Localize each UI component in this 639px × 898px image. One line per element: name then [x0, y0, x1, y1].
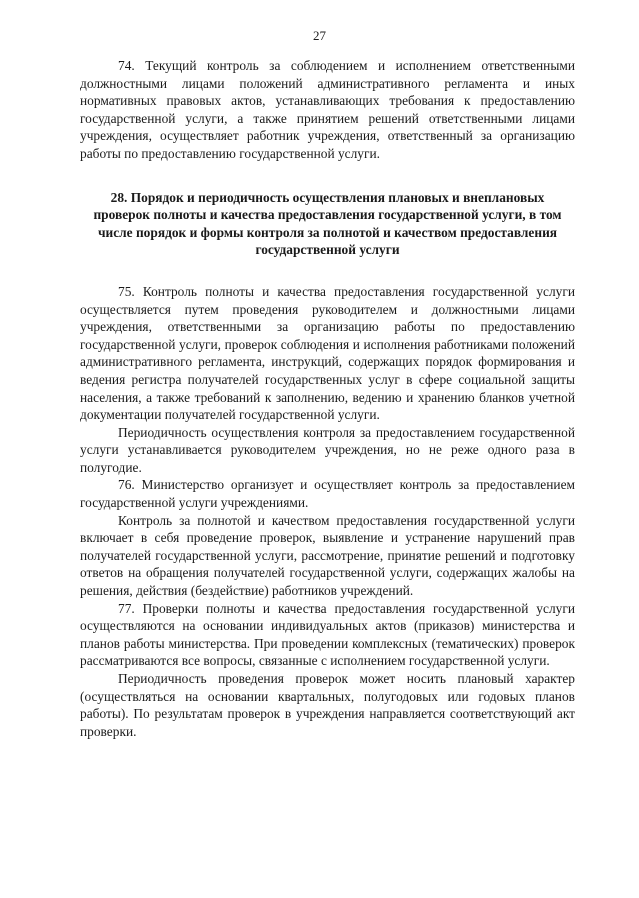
document-body: [80, 57, 575, 740]
paragraph-75: 75. Контроль полноты и качества предоставления государственной услуги осуществляется путем проведения руководителем и должностными лицами учреждения, ответственными за организацию работы по предоставлению государственной услуги, проверок соблюдения и исполнения работниками положений административного регламента, инструкций, содержащих порядок формирования и ведения регистра получателей государственных услуг в сфере социальной защиты населения, а также требований к заполнению, ведению и хранению бланков учетной документации получателей государственной услуги.: [80, 283, 575, 423]
section-heading-28: 28. Порядок и периодичность осуществления плановых и внеплановых проверок полноты и качества предоставления государственной услуги, в том числе порядок и формы контроля за полнотой и качеством предоставления государственной услуги: [93, 189, 562, 258]
paragraph-77-periodicity: Периодичность проведения проверок может носить плановый характер (осуществляться на основании квартальных, полугодовых или годовых планов работы). По результатам проверок в учреждения направляется соответствующий акт проверки.: [80, 671, 575, 739]
paragraph-77: 77. Проверки полноты и качества предоставления государственной услуги осуществляются на основании индивидуальных актов (приказов) министерства и планов работы министерства. При проведении комплексных (тематических) проверок рассматриваются все вопросы, связанные с исполнением государственной услуги.: [80, 600, 575, 669]
paragraph-74: 74. Текущий контроль за соблюдением и исполнением ответственными должностными лицами положений административного регламента и иных нормативных правовых актов, устанавливающих требования к предоставлению государственной услуги, а также принятием решений ответственными лицами учреждения, осуществляет работник учреждения, ответственный за организацию работы по предоставлению государственной услуги.: [80, 58, 575, 161]
paragraph-76-control-scope: Контроль за полнотой и качеством предоставления государственной услуги включает в себя проведение проверок, выявление и устранение нарушений прав получателей государственной услуги, рассмотрение, принятие решений и подготовку ответов на обращения получателей государственной услуги, содержащих жалобы на решения, действия (бездействие) работников учреждений.: [80, 512, 575, 599]
paragraph-76: 76. Министерство организует и осуществляет контроль за предоставлением государственной услуги учреждениями.: [80, 477, 575, 511]
page-number: 27: [313, 28, 326, 43]
paragraph-75-periodicity: Периодичность осуществления контроля за предоставлением государственной услуги устанавливается руководителем учреждения, но не реже одного раза в полугодие.: [80, 424, 575, 475]
